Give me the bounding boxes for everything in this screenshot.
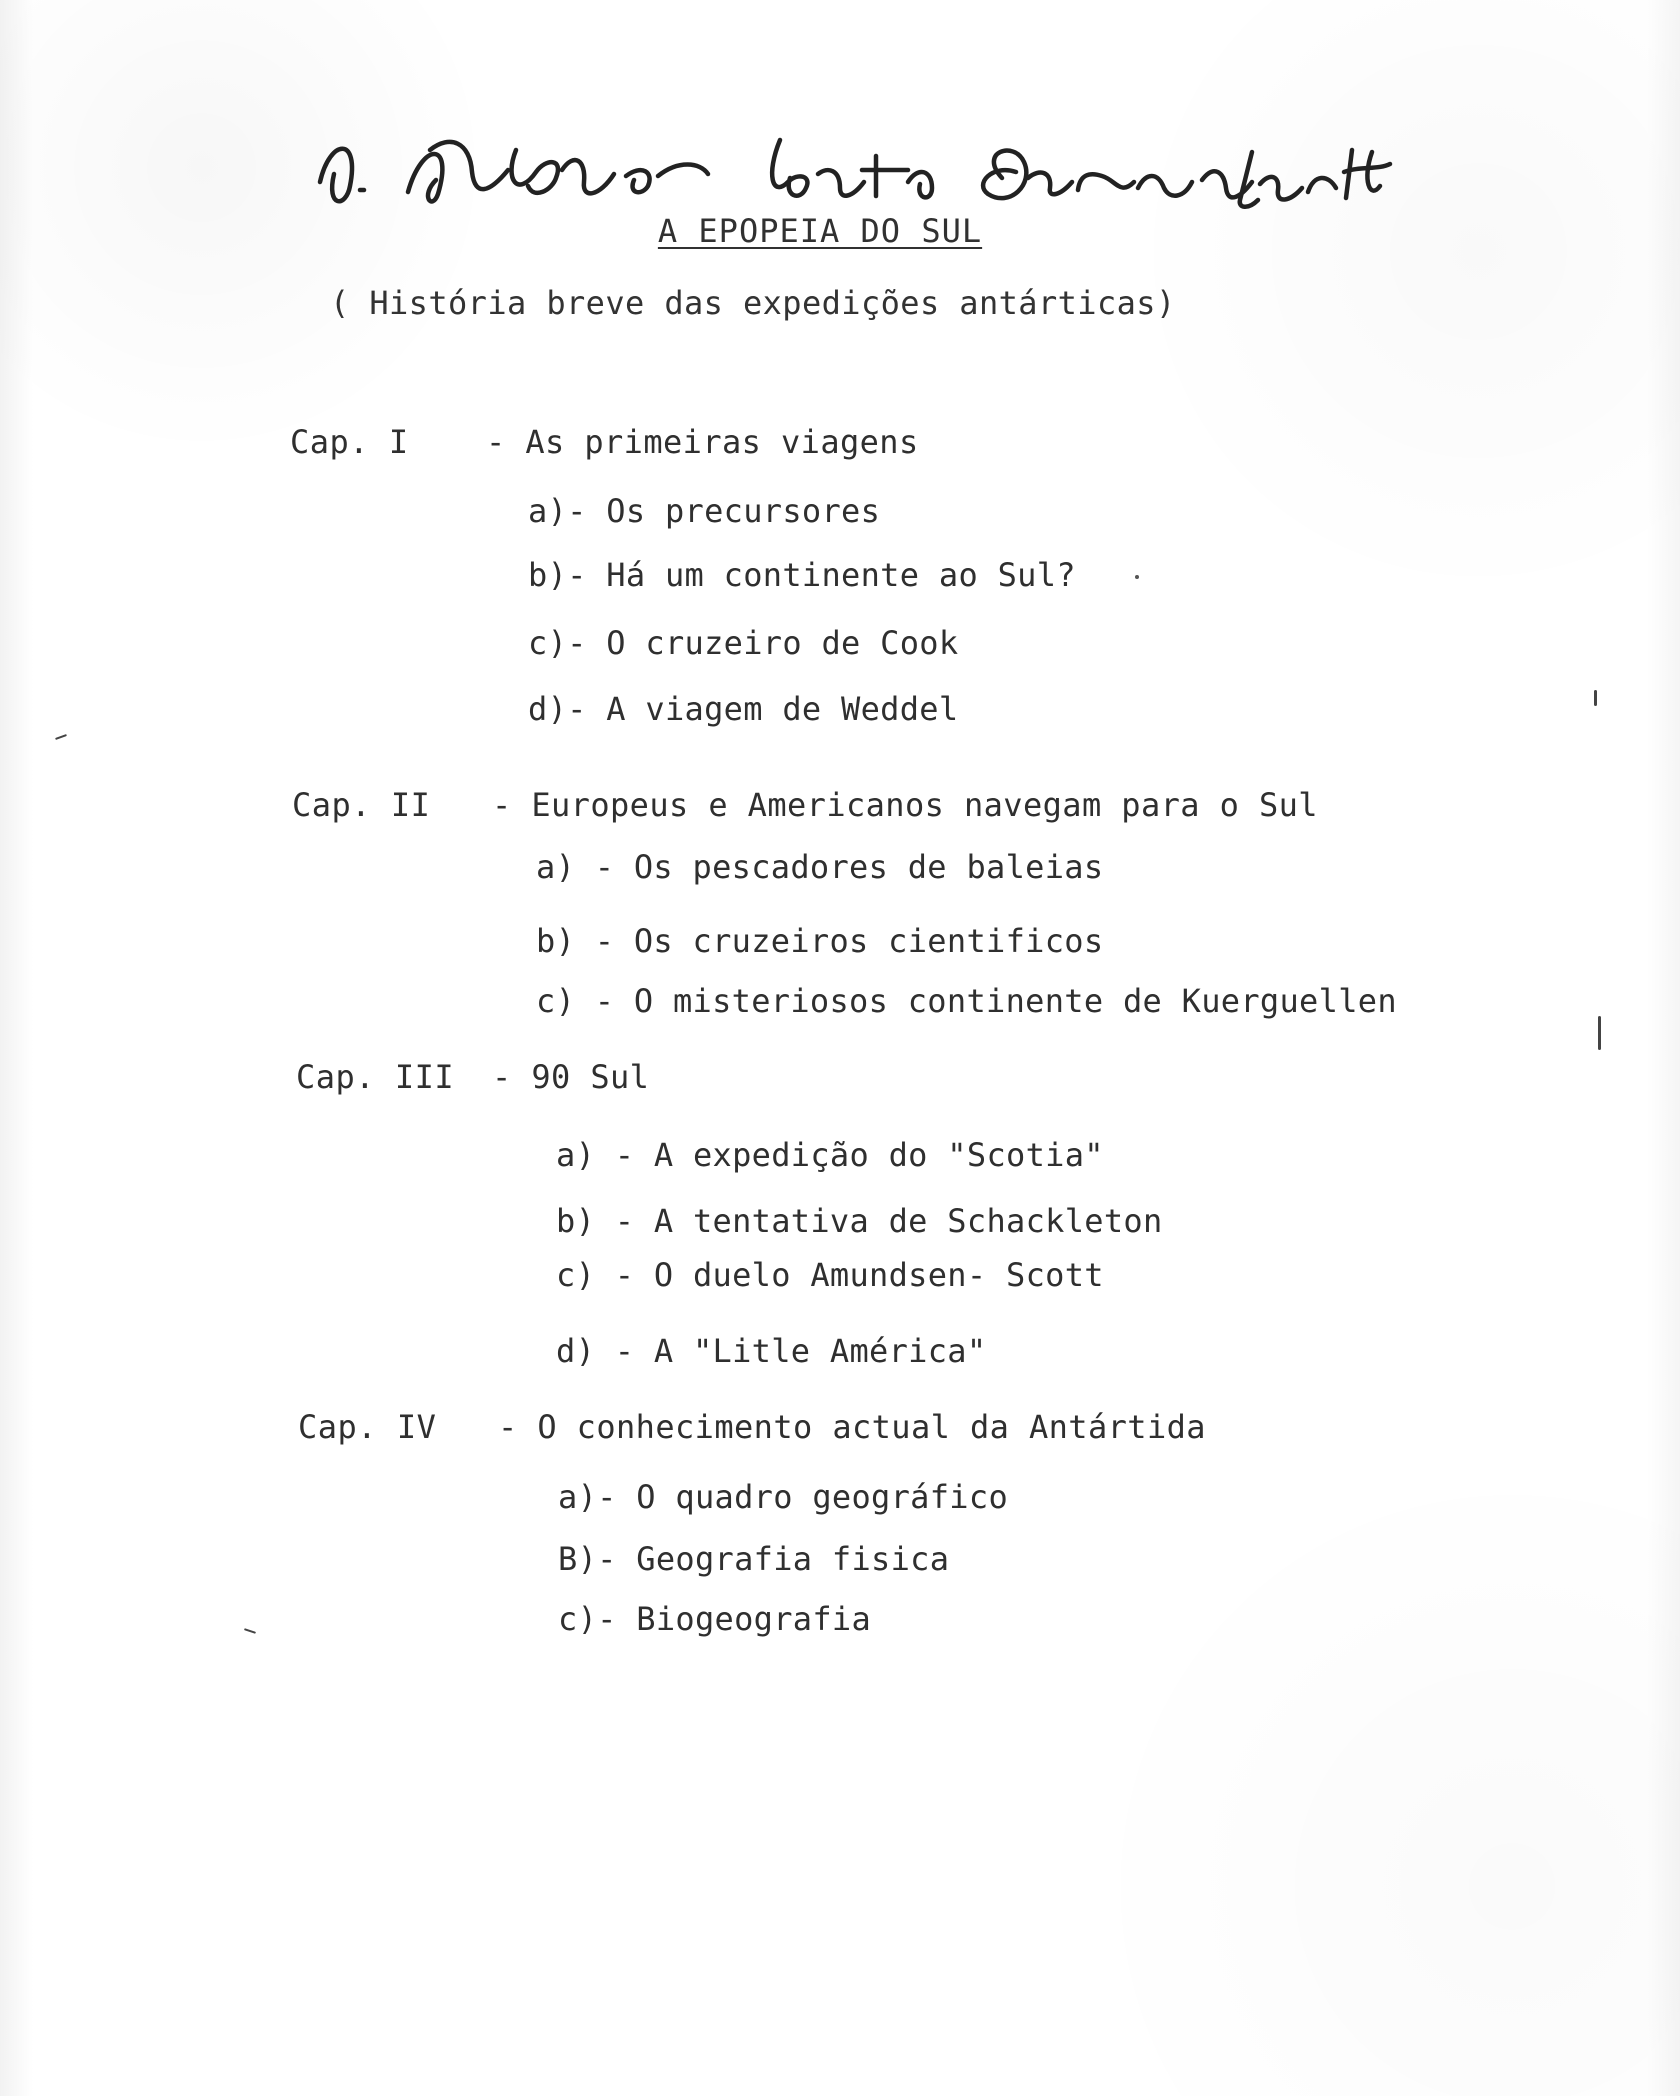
ink-mark <box>1598 1016 1601 1050</box>
handwritten-signature <box>312 116 1392 220</box>
chapter-title: - O conhecimento actual da Antártida <box>498 1408 1206 1446</box>
chapter-item: a)- Os precursores <box>528 492 881 530</box>
chapter-item: a) - A expedição do "Scotia" <box>556 1136 1104 1174</box>
chapter-label: Cap. III <box>296 1058 455 1096</box>
chapter-item: b) - A tentativa de Schackleton <box>556 1202 1163 1240</box>
chapter-title: - Europeus e Americanos navegam para o Sul <box>492 786 1318 824</box>
chapter-item: d)- A viagem de Weddel <box>528 690 959 728</box>
chapter-label: Cap. IV <box>298 1408 437 1446</box>
chapter-title: - As primeiras viagens <box>486 423 919 461</box>
ink-mark <box>1594 690 1597 706</box>
chapter-title: - 90 Sul <box>492 1058 650 1096</box>
chapter-item: c)- O cruzeiro de Cook <box>528 624 959 662</box>
ink-mark <box>55 734 67 740</box>
chapter-item: b)- Há um continente ao Sul? <box>528 556 1076 594</box>
chapter-item: c)- Biogeografia <box>558 1600 872 1638</box>
chapter-item: d) - A "Litle América" <box>556 1332 987 1370</box>
document-title: A EPOPEIA DO SUL <box>657 212 983 250</box>
ink-mark <box>244 1628 256 1634</box>
ink-speck <box>1135 575 1139 579</box>
document-subtitle: ( História breve das expedições antárticas) <box>330 284 1176 322</box>
chapter-item: c) - O duelo Amundsen- Scott <box>556 1256 1104 1294</box>
chapter-item: a) - Os pescadores de baleias <box>536 848 1104 886</box>
chapter-label: Cap. II <box>292 786 431 824</box>
chapter-item: B)- Geografia fisica <box>558 1540 950 1578</box>
chapter-item: c) - O misteriosos continente de Kuerguellen <box>536 982 1397 1020</box>
chapter-label: Cap. I <box>290 423 409 461</box>
chapter-item: b) - Os cruzeiros cientificos <box>536 922 1104 960</box>
chapter-item: a)- O quadro geográfico <box>558 1478 1009 1516</box>
